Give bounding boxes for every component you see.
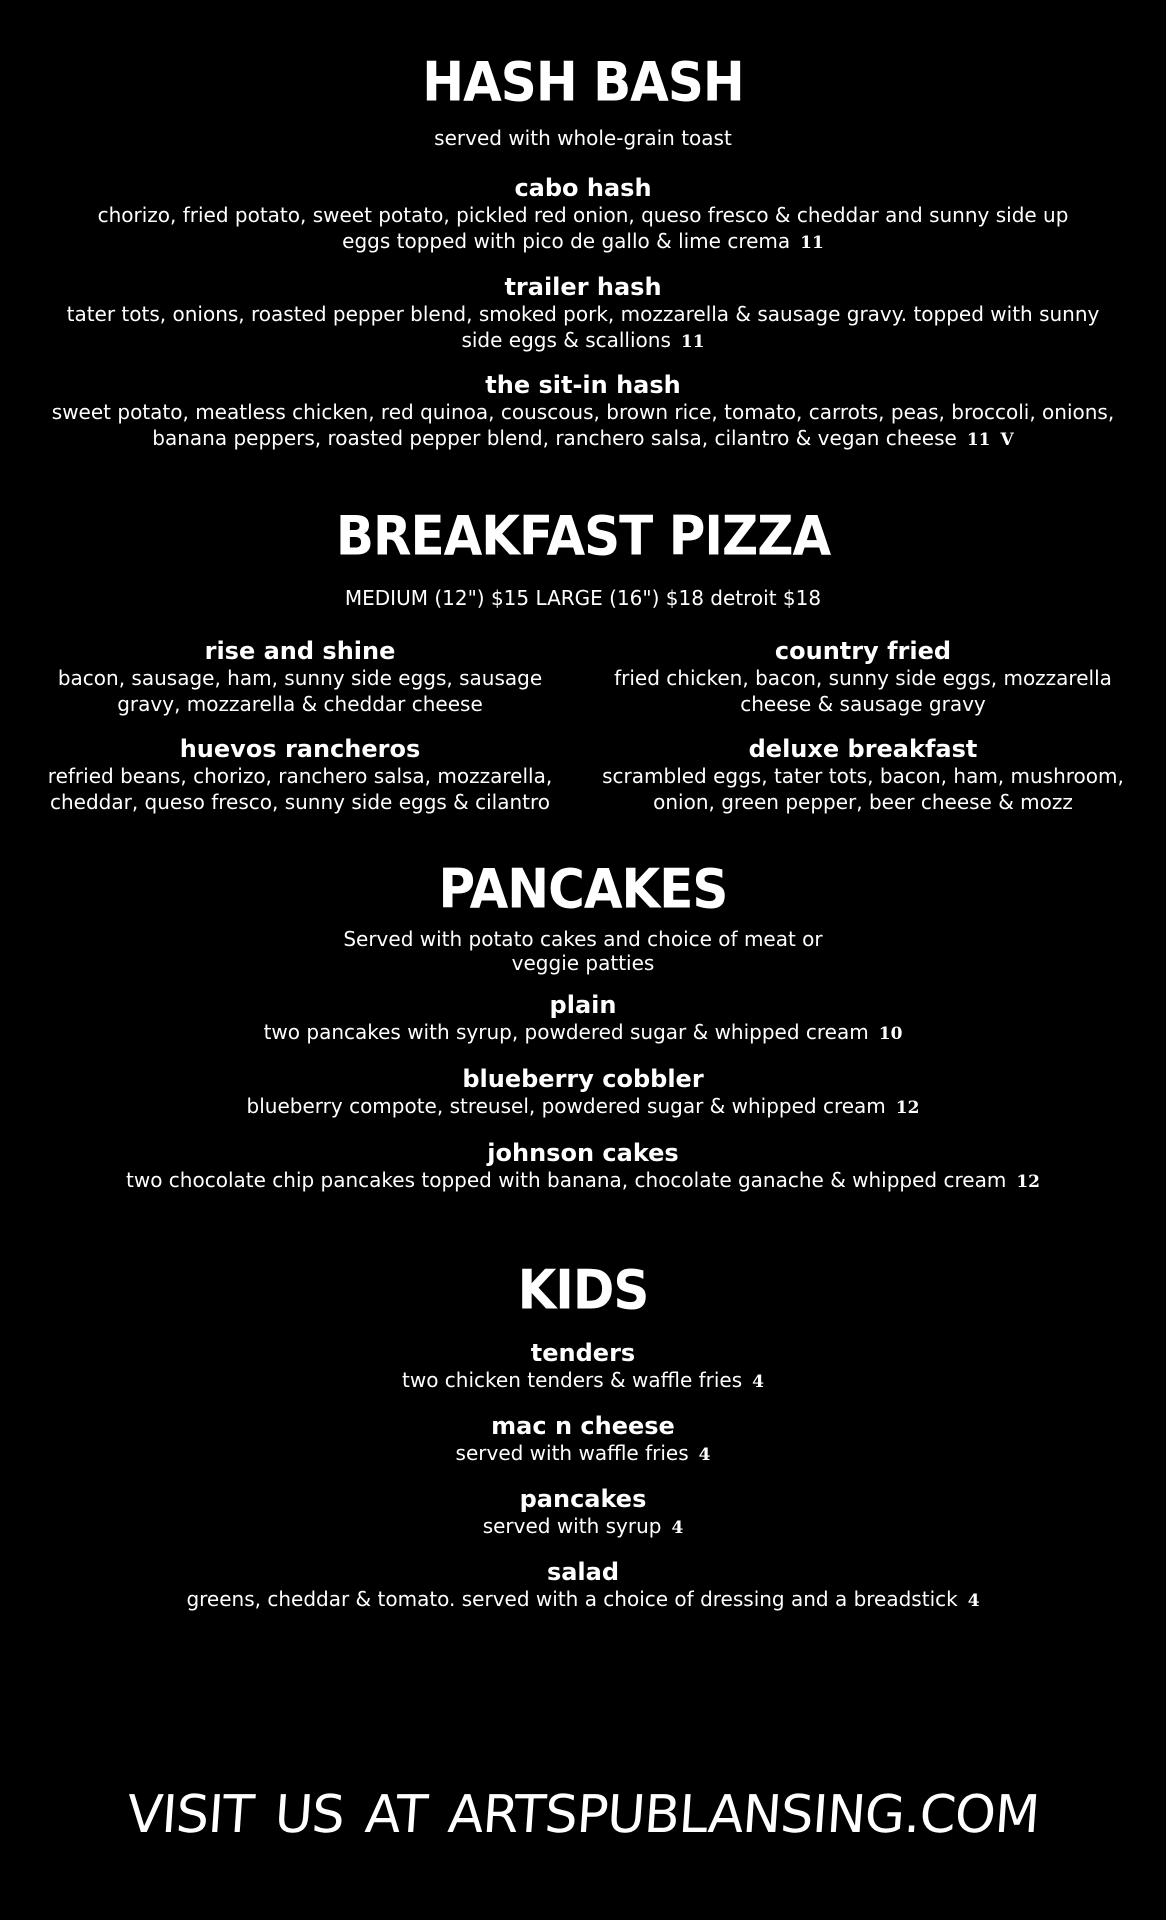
item-desc-text: chorizo, fried potato, sweet potato, pickled red onion, queso fresco & cheddar and sunny side up eggs topped with pico de gallo & lime crema bbox=[97, 203, 1069, 253]
item-name: trailer hash bbox=[504, 273, 662, 301]
item-name: huevos rancheros bbox=[179, 735, 421, 763]
item-name: the sit-in hash bbox=[485, 371, 681, 399]
menu-item-trailer-hash bbox=[50, 273, 1116, 355]
item-description bbox=[50, 1093, 1116, 1121]
item-desc-text: two chicken tenders & waffle fries bbox=[402, 1368, 743, 1392]
item-description: bacon, sausage, ham, sunny side eggs, sausage gravy, mozzarella & cheddar cheese bbox=[57, 666, 543, 716]
item-desc-text: served with waffle fries bbox=[455, 1441, 689, 1465]
item-price: 11 bbox=[800, 233, 824, 253]
item-desc-text: blueberry compote, streusel, powdered sugar & whipped cream bbox=[246, 1094, 886, 1118]
item-description bbox=[50, 1019, 1116, 1047]
item-price: 4 bbox=[752, 1372, 764, 1392]
breakfast-pizza-title: BREAKFAST PIZZA bbox=[335, 504, 831, 568]
item-desc-text: greens, cheddar & tomato. served with a choice of dressing and a breadstick bbox=[186, 1587, 958, 1611]
item-description bbox=[50, 1367, 1116, 1395]
item-name: pancakes bbox=[519, 1485, 647, 1513]
item-price: 12 bbox=[1016, 1172, 1040, 1192]
menu-item-country-fried bbox=[600, 637, 1126, 717]
item-desc-text: two chocolate chip pancakes topped with banana, chocolate ganache & whipped cream bbox=[126, 1168, 1007, 1192]
item-name: plain bbox=[549, 991, 617, 1019]
item-name: tenders bbox=[530, 1339, 636, 1367]
item-name: deluxe breakfast bbox=[748, 735, 978, 763]
pancakes-subtitle-line-1: Served with potato cakes and choice of meat or bbox=[343, 927, 823, 951]
menu-item-sit-in-hash bbox=[50, 371, 1116, 453]
item-price: 4 bbox=[967, 1591, 980, 1611]
pancakes-subtitle bbox=[0, 927, 1166, 975]
item-desc-text: sweet potato, meatless chicken, red quinoa, couscous, brown rice, tomato, carrots, peas, broccoli, onions, banana peppers, roasted pepper blend, ranchero salsa, cilantro & vegan cheese bbox=[51, 400, 1115, 450]
item-description bbox=[50, 1440, 1116, 1468]
item-name: rise and shine bbox=[204, 637, 396, 665]
item-name: johnson cakes bbox=[487, 1139, 679, 1167]
menu-item-huevos-rancheros bbox=[40, 735, 560, 815]
item-desc-text: tater tots, onions, roasted pepper blend, smoked pork, mozzarella & sausage gravy. topped with sunny side eggs & scallions bbox=[66, 302, 1100, 352]
item-description: refried beans, chorizo, ranchero salsa, mozzarella, cheddar, queso fresco, sunny side eggs & cilantro bbox=[47, 764, 553, 814]
menu-item-salad bbox=[50, 1558, 1116, 1614]
item-name: cabo hash bbox=[514, 174, 652, 202]
item-description bbox=[50, 301, 1116, 355]
item-name: mac n cheese bbox=[491, 1412, 675, 1440]
item-price: 12 bbox=[895, 1098, 920, 1118]
item-description bbox=[50, 1586, 1116, 1614]
menu-item-cabo-hash bbox=[50, 174, 1116, 256]
item-name: blueberry cobbler bbox=[462, 1065, 704, 1093]
item-description: scrambled eggs, tater tots, bacon, ham, mushroom, onion, green pepper, beer cheese & mozz bbox=[602, 764, 1124, 814]
item-description bbox=[50, 202, 1116, 256]
menu-item-deluxe-breakfast bbox=[600, 735, 1126, 815]
menu-item-tenders bbox=[50, 1339, 1116, 1395]
menu-item-johnson-cakes bbox=[50, 1139, 1116, 1195]
item-price: 4 bbox=[698, 1445, 711, 1465]
hash-bash-title: HASH BASH bbox=[422, 50, 744, 114]
hash-bash-subtitle: served with whole-grain toast bbox=[434, 126, 732, 150]
vegan-tag: V bbox=[1000, 430, 1014, 450]
item-name: country fried bbox=[774, 637, 952, 665]
breakfast-pizza-prices: MEDIUM (12") $15 LARGE (16") $18 detroit $18 bbox=[344, 586, 822, 610]
item-price: 11 bbox=[680, 332, 705, 352]
pancakes-subtitle-line-2: veggie patties bbox=[511, 951, 655, 975]
item-description bbox=[50, 399, 1116, 453]
item-desc-text: two pancakes with syrup, powdered sugar & whipped cream bbox=[263, 1020, 869, 1044]
kids-title: KIDS bbox=[517, 1258, 649, 1322]
item-description: fried chicken, bacon, sunny side eggs, mozzarella cheese & sausage gravy bbox=[614, 666, 1112, 716]
menu-item-kids-pancakes bbox=[50, 1485, 1116, 1541]
menu-item-blueberry-cobbler bbox=[50, 1065, 1116, 1121]
menu-item-rise-and-shine bbox=[40, 637, 560, 717]
item-description bbox=[50, 1513, 1116, 1541]
item-desc-text: served with syrup bbox=[482, 1514, 662, 1538]
footer-website: VISIT US AT ARTSPUBLANSING.COM bbox=[125, 1785, 1041, 1845]
item-price: 4 bbox=[671, 1518, 684, 1538]
menu-item-plain bbox=[50, 991, 1116, 1047]
pancakes-title: PANCAKES bbox=[438, 857, 728, 921]
item-price: 10 bbox=[878, 1024, 903, 1044]
item-price: 11 bbox=[966, 430, 991, 450]
menu-item-mac-n-cheese bbox=[50, 1412, 1116, 1468]
item-name: salad bbox=[546, 1558, 620, 1586]
item-description bbox=[50, 1167, 1116, 1195]
